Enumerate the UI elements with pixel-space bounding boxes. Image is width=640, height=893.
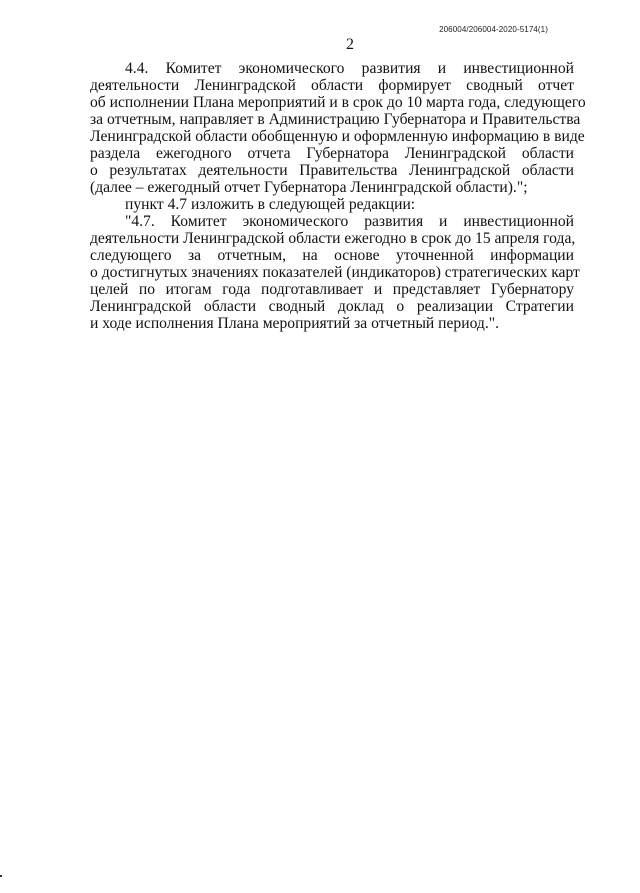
- text-line: об исполнении Плана мероприятий и в срок до 10 марта года, следующего: [90, 94, 586, 111]
- text-line: "4.7. Комитет экономического развития и инвестиционной: [125, 213, 574, 230]
- text-line: пункт 4.7 изложить в следующей редакции:: [125, 196, 416, 213]
- text-line: Ленинградской области сводный доклад о реализации Стратегии: [90, 298, 574, 315]
- page-number: 2: [346, 36, 354, 53]
- paragraph-4-4: [90, 60, 586, 196]
- paragraph-4-7: [90, 213, 580, 332]
- text-line: деятельности Ленинградской области формирует сводный отчет: [90, 77, 574, 94]
- text-line: 4.4. Комитет экономического развития и инвестиционной: [125, 60, 574, 77]
- document-body: [90, 60, 586, 332]
- text-line: следующего за отчетным, на основе уточненной информации: [90, 247, 574, 264]
- text-line: целей по итогам года подготавливает и представляет Губернатору: [90, 281, 574, 298]
- text-line: о результатах деятельности Правительства Ленинградской области: [90, 162, 574, 179]
- text-line: (далее – ежегодный отчет Губернатора Ленинградской области).";: [90, 179, 528, 196]
- text-line: за отчетным, направляет в Администрацию Губернатора и Правительства: [90, 111, 581, 128]
- text-line: деятельности Ленинградской области ежегодно в срок до 15 апреля года,: [90, 230, 576, 247]
- text-line: о достигнутых значениях показателей (индикаторов) стратегических карт: [90, 264, 580, 281]
- document-id: 206004/206004-2020-5174(1): [439, 25, 548, 34]
- paragraph-4-7-intro: [90, 196, 574, 213]
- text-line: и ходе исполнения Плана мероприятий за отчетный период.".: [90, 315, 500, 332]
- text-line: Ленинградской области обобщенную и оформленную информацию в виде: [90, 128, 585, 145]
- scan-speck: [0, 875, 2, 877]
- text-line: раздела ежегодного отчета Губернатора Ленинградской области: [90, 145, 574, 162]
